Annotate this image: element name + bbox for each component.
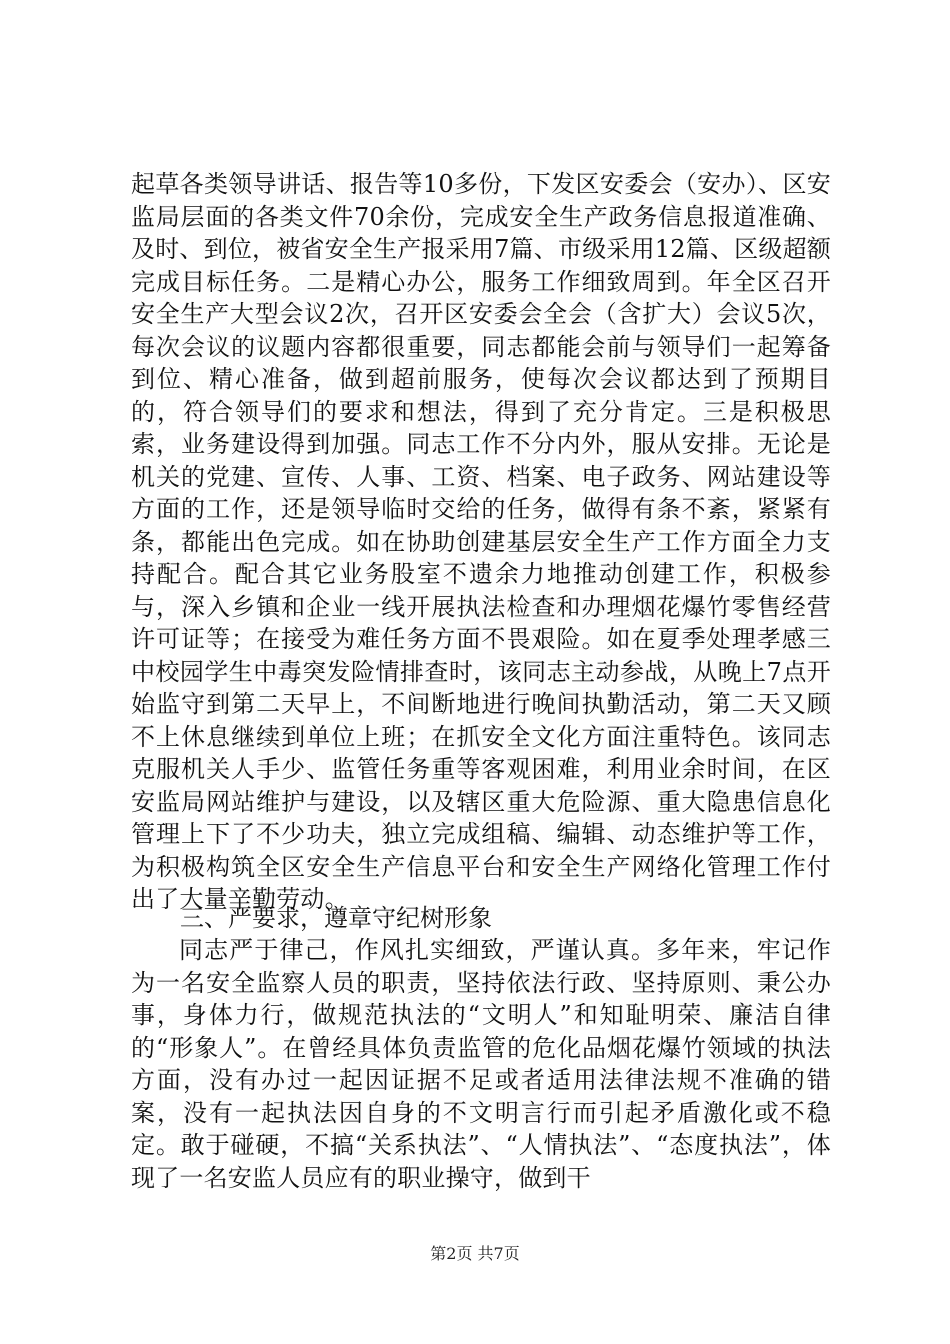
page-footer: 第2页 共7页 (430, 1244, 520, 1263)
body-paragraph-2: 同志严于律己，作风扎实细致，严谨认真。多年来，牢记作为一名安全监察人员的职责，坚持依法行政、坚持原则、秉公办事，身体力行，做规范执法的“文明人”和知耻明荣、廉洁自律的“形象人”。在曾经具体负责监管的危化品烟花爆竹领域的执法方面，没有办过一起因证据不足或者适用法律法规不准确的错案，没有一起执法因自身的不文明言行而引起矛盾激化或不稳定。敢于碰硬，不搞“关系执法”、“人情执法”、“态度执法”，体现了一名安监人员应有的职业操守，做到干 (131, 936, 831, 1192)
section-heading: 三、严要求，遵章守纪树形象 (180, 904, 492, 932)
body-paragraph-1: 起草各类领导讲话、报告等10多份，下发区安委会（安办）、区安监局层面的各类文件70余份，完成安全生产政务信息报道准确、及时、到位，被省安全生产报采用7篇、市级采用12篇、区级超额完成目标任务。二是精心办公，服务工作细致周到。年全区召开安全生产大型会议2次，召开区安委会全会（含扩大）会议5次，每次会议的议题内容都很重要，同志都能会前与领导们一起筹备到位、精心准备，做到超前服务，使每次会议都达到了预期目的，符合领导们的要求和想法，得到了充分肯定。三是积极思索，业务建设得到加强。同志工作不分内外，服从安排。无论是机关的党建、宣传、人事、工资、档案、电子政务、网站建设等方面的工作，还是领导临时交给的任务，做得有条不紊，紧紧有条，都能出色完成。如在协助创建基层安全生产工作方面全力支持配合。配合其它业务股室不遗余力地推动创建工作，积极参与，深入乡镇和企业一线开展执法检查和办理烟花爆竹零售经营许可证等；在接受为难任务方面不畏艰险。如在夏季处理孝感三中校园学生中毒突发险情排查时，该同志主动参战，从晚上7点开始监守到第二天早上，不间断地进行晚间执勤活动，第二天又顾不上休息继续到单位上班；在抓安全文化方面注重特色。该同志克服机关人手少、监管任务重等客观困难，利用业余时间，在区安监局网站维护与建设，以及辖区重大危险源、重大隐患信息化管理上下了不少功夫，独立完成组稿、编辑、动态维护等工作，为积极构筑全区安全生产信息平台和安全生产网络化管理工作付出了大量辛勤劳动。 (131, 170, 831, 913)
